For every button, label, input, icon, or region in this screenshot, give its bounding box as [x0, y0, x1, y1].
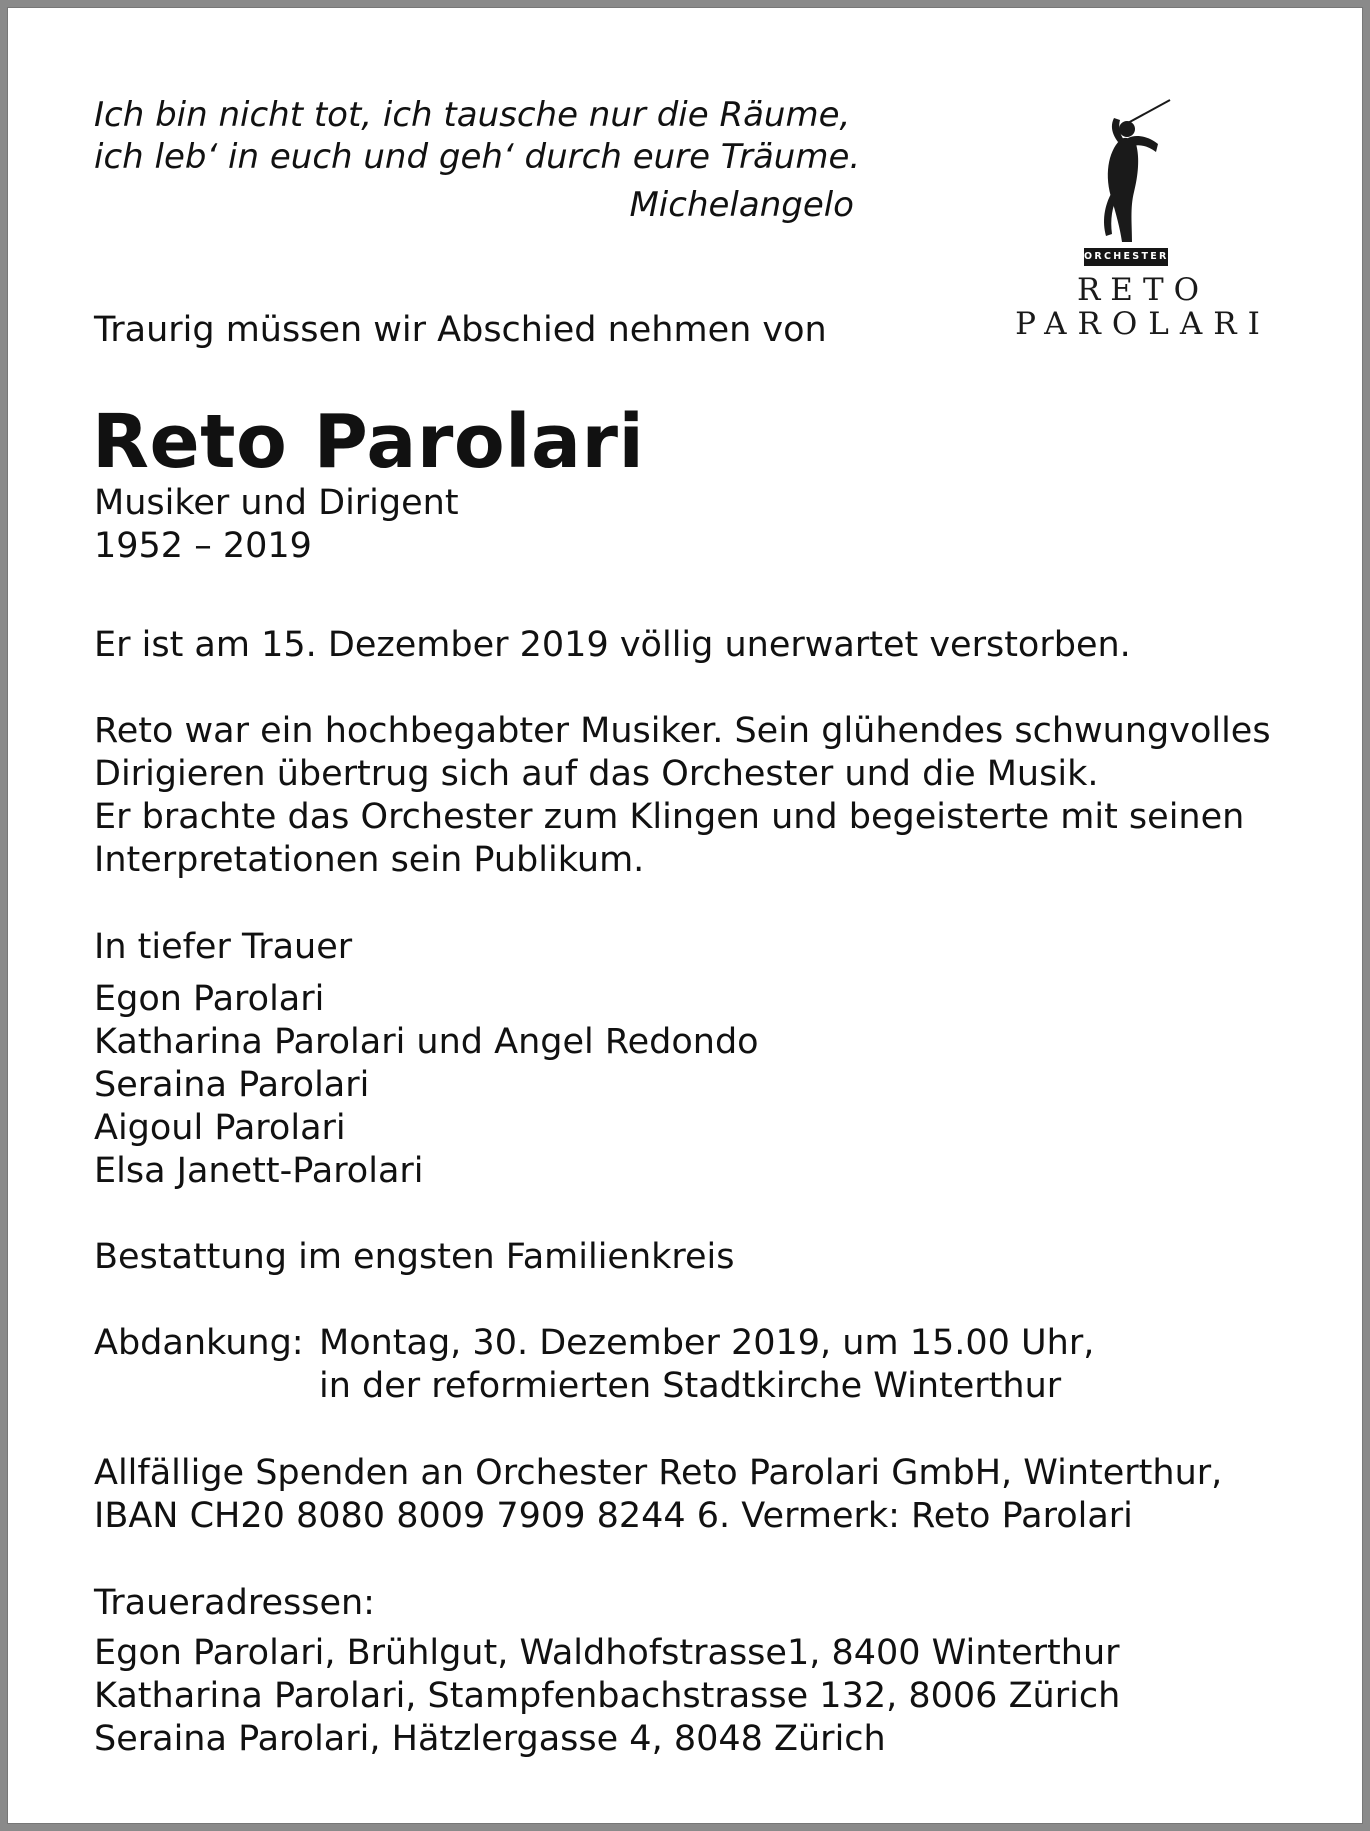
service-label: Abdankung:: [94, 1323, 304, 1363]
quote-line-1: Ich bin nicht tot, ich tausche nur die Räume,: [94, 95, 851, 135]
orchestra-logo: [1008, 96, 1278, 358]
address-line: Egon Parolari, Brühlgut, Waldhofstrasse1, 8400 Winterthur: [94, 1633, 1120, 1673]
mourner-name: Aigoul Parolari: [94, 1108, 346, 1148]
service-date: Montag, 30. Dezember 2019, um 15.00 Uhr,: [319, 1323, 1095, 1363]
tribute-line: Dirigieren übertrug sich auf das Orchester und die Musik.: [94, 754, 1099, 794]
logo-banner: ORCHESTER: [1084, 248, 1168, 266]
donations: [94, 1452, 1334, 1538]
service-line-1: [94, 1322, 1334, 1365]
mourners-heading-text: In tiefer Trauer: [94, 927, 353, 967]
tribute-line: Interpretationen sein Publikum.: [94, 840, 645, 880]
life-years: 1952 – 2019: [94, 526, 312, 566]
tribute: [94, 710, 1334, 882]
intro-text: Traurig müssen wir Abschied nehmen von: [94, 310, 827, 350]
deceased-details: [94, 482, 1334, 568]
profession: Musiker und Dirigent: [94, 483, 459, 523]
death-notice: [94, 624, 1334, 667]
address-line: Seraina Parolari, Hätzlergasse 4, 8048 Zürich: [94, 1719, 886, 1759]
addresses-heading-text: Traueradressen:: [94, 1583, 375, 1623]
donation-line: IBAN CH20 8080 8009 7909 8244 6. Vermerk: Reto Parolari: [94, 1496, 1133, 1536]
addresses-heading: [94, 1582, 1334, 1625]
quote-line-2: ich leb‘ in euch und geh‘ durch eure Träume.: [94, 137, 861, 177]
quote-author: Michelangelo: [629, 185, 854, 225]
service-info: [94, 1322, 1334, 1408]
tribute-line: Reto war ein hochbegabter Musiker. Sein glühendes schwungvolles: [94, 711, 1271, 751]
mourners-heading: [94, 926, 1334, 969]
mourner-name: Seraina Parolari: [94, 1065, 370, 1105]
quote: [94, 94, 861, 226]
mourners-list: [94, 978, 1334, 1193]
donation-line: Allfällige Spenden an Orchester Reto Parolari GmbH, Winterthur,: [94, 1453, 1223, 1493]
death-notice-text: Er ist am 15. Dezember 2019 völlig unerwartet verstorben.: [94, 625, 1131, 665]
mourner-name: Elsa Janett-Parolari: [94, 1151, 424, 1191]
logo-line-1: RETO: [1076, 272, 1210, 308]
service-location: in der reformierten Stadtkirche Winterthur: [319, 1366, 1062, 1406]
logo-line-2: PAROLARI: [1015, 306, 1271, 342]
burial-text: Bestattung im engsten Familienkreis: [94, 1237, 735, 1277]
deceased-name: Reto Parolari: [92, 399, 645, 485]
obituary-page: [8, 8, 1362, 1823]
tribute-line: Er brachte das Orchester zum Klingen und begeisterte mit seinen: [94, 797, 1245, 837]
address-line: Katharina Parolari, Stampfenbachstrasse 132, 8006 Zürich: [94, 1676, 1121, 1716]
addresses-list: [94, 1632, 1334, 1761]
burial-notice: [94, 1236, 1334, 1279]
mourner-name: Katharina Parolari und Angel Redondo: [94, 1022, 759, 1062]
conductor-silhouette-icon: [1008, 96, 1278, 256]
mourner-name: Egon Parolari: [94, 979, 325, 1019]
